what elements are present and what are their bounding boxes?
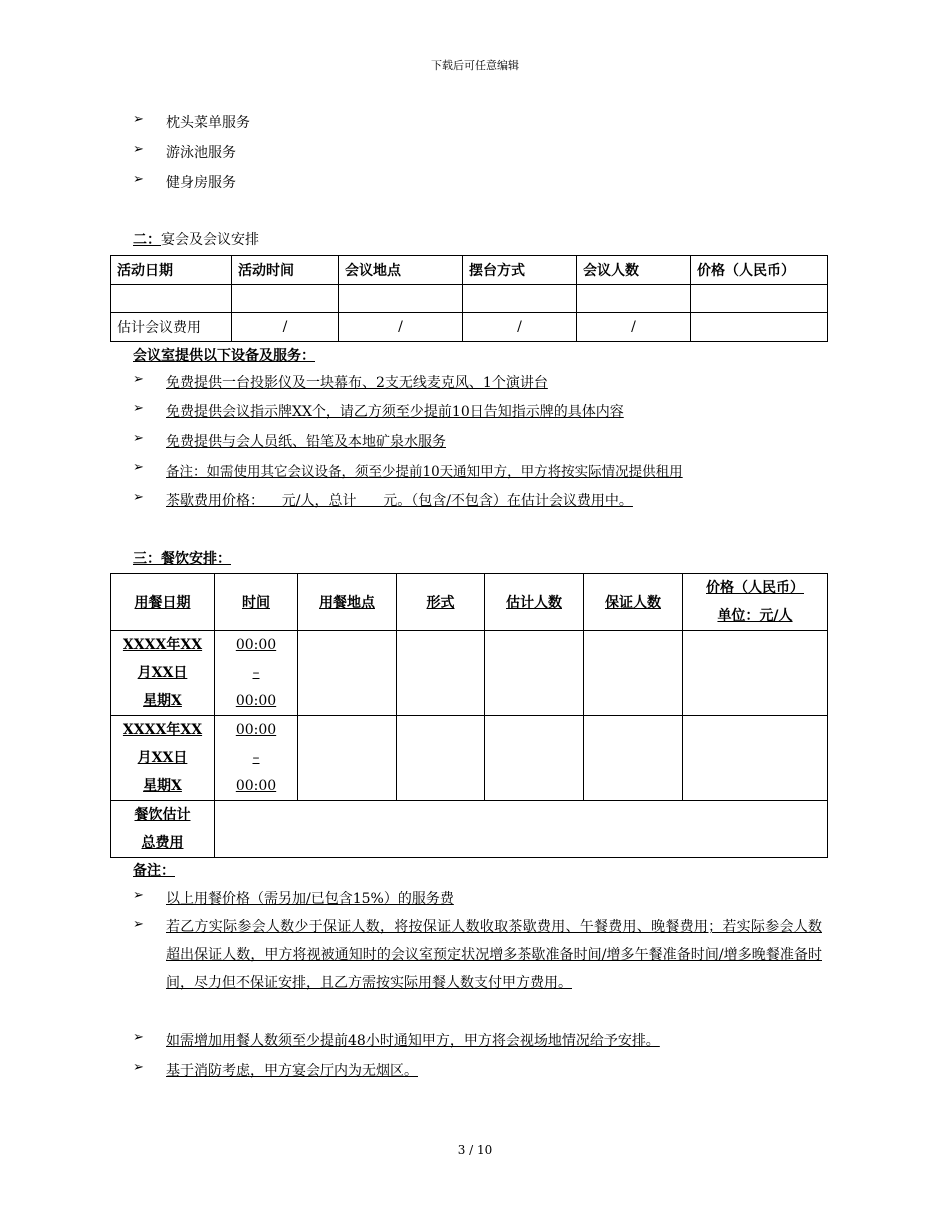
section-number: 二： bbox=[133, 232, 161, 248]
table-cell: / bbox=[232, 313, 339, 342]
price-header bbox=[683, 574, 828, 631]
table-cell bbox=[397, 631, 485, 716]
bullet-icon: ➢ bbox=[133, 1060, 144, 1075]
table-header: 用餐地点 bbox=[298, 574, 397, 631]
table-cell bbox=[683, 631, 828, 716]
table-cell: / bbox=[577, 313, 691, 342]
table-cell: / bbox=[339, 313, 463, 342]
row-label: 估计会议费用 bbox=[111, 313, 232, 342]
bullet-icon: ➢ bbox=[133, 460, 144, 475]
table-cell bbox=[584, 716, 683, 801]
date-line: 月XX日 bbox=[137, 665, 188, 681]
date-cell bbox=[111, 716, 215, 801]
table-header: 形式 bbox=[397, 574, 485, 631]
table-header: 保证人数 bbox=[584, 574, 683, 631]
total-label-cell bbox=[111, 801, 215, 858]
table-header: 价格（人民币） bbox=[691, 256, 828, 285]
list-item: 茶歇费用价格： 元/人，总计 元。（包含/不包含）在估计会议费用中。 bbox=[166, 493, 633, 509]
list-item: 基于消防考虑，甲方宴会厅内为无烟区。 bbox=[166, 1063, 418, 1079]
date-line: 星期X bbox=[143, 693, 182, 709]
bullet-icon: ➢ bbox=[133, 1030, 144, 1045]
list-item: 免费提供一台投影仪及一块幕布、2支无线麦克风、1个演讲台 bbox=[166, 375, 548, 391]
table-header: 摆台方式 bbox=[463, 256, 577, 285]
page-header: 下载后可任意编辑 bbox=[431, 59, 519, 72]
bullet-icon: ➢ bbox=[133, 142, 144, 157]
table-cell bbox=[584, 631, 683, 716]
meeting-table bbox=[110, 255, 828, 342]
table-header: 活动时间 bbox=[232, 256, 339, 285]
table-cell: / bbox=[463, 313, 577, 342]
bullet-icon: ➢ bbox=[133, 372, 144, 387]
notes-title: 备注： bbox=[133, 863, 175, 879]
list-item: 游泳池服务 bbox=[166, 145, 236, 161]
list-item: 如需增加用餐人数须至少提前48小时通知甲方，甲方将会视场地情况给予安排。 bbox=[166, 1033, 660, 1049]
price-header-line: 单位：元/人 bbox=[717, 608, 793, 624]
list-item-paragraph: 若乙方实际参会人数少于保证人数，将按保证人数收取茶歇费用、午餐费用、晚餐费用；若实际参会人数超出保证人数，甲方将视被通知时的会议室预定状况增多茶歇准备时间/增多午餐准备时间/增多晚餐准备时间，尽力但不保证安排，且乙方需按实际用餐人数支付甲方费用。 bbox=[166, 919, 822, 991]
table-header: 会议人数 bbox=[577, 256, 691, 285]
date-line: XXXX年XX bbox=[122, 637, 203, 653]
time-line: – bbox=[252, 750, 260, 766]
section-heading-2 bbox=[133, 229, 259, 249]
bullet-icon: ➢ bbox=[133, 888, 144, 903]
bullet-icon: ➢ bbox=[133, 401, 144, 416]
time-cell bbox=[215, 716, 298, 801]
time-line: 00:00 bbox=[235, 722, 277, 738]
table-cell bbox=[339, 285, 463, 313]
bullet-icon: ➢ bbox=[133, 172, 144, 187]
table-cell bbox=[298, 716, 397, 801]
bullet-icon: ➢ bbox=[133, 431, 144, 446]
time-line: 00:00 bbox=[235, 693, 277, 709]
table-cell bbox=[485, 716, 584, 801]
table-cell bbox=[298, 631, 397, 716]
table-header: 用餐日期 bbox=[111, 574, 215, 631]
list-item: 以上用餐价格（需另加/已包含15%）的服务费 bbox=[166, 891, 454, 907]
table-cell bbox=[577, 285, 691, 313]
table-header: 估计人数 bbox=[485, 574, 584, 631]
section-title: 宴会及会议安排 bbox=[161, 232, 259, 248]
table-cell bbox=[485, 631, 584, 716]
equipment-title: 会议室提供以下设备及服务： bbox=[133, 348, 315, 364]
table-cell bbox=[691, 313, 828, 342]
bullet-icon: ➢ bbox=[133, 917, 144, 932]
table-cell bbox=[683, 716, 828, 801]
bullet-icon: ➢ bbox=[133, 112, 144, 127]
table-cell bbox=[111, 285, 232, 313]
table-header: 时间 bbox=[215, 574, 298, 631]
time-line: 00:00 bbox=[235, 637, 277, 653]
price-header-line: 价格（人民币） bbox=[706, 580, 804, 596]
time-line: – bbox=[252, 665, 260, 681]
list-item: 免费提供与会人员纸、铅笔及本地矿泉水服务 bbox=[166, 434, 446, 450]
total-label-line: 餐饮估计 bbox=[134, 807, 191, 823]
table-cell bbox=[397, 716, 485, 801]
list-item: 免费提供会议指示牌XX个，请乙方须至少提前10日告知指示牌的具体内容 bbox=[166, 404, 624, 420]
dining-table bbox=[110, 573, 828, 858]
date-cell bbox=[111, 631, 215, 716]
list-item: 备注：如需使用其它会议设备，须至少提前10天通知甲方，甲方将按实际情况提供租用 bbox=[166, 464, 683, 480]
table-header: 活动日期 bbox=[111, 256, 232, 285]
section-heading-3: 三：餐饮安排： bbox=[133, 551, 231, 567]
table-cell bbox=[232, 285, 339, 313]
list-item: 健身房服务 bbox=[166, 175, 236, 191]
bullet-icon: ➢ bbox=[133, 490, 144, 505]
total-value-cell bbox=[215, 801, 828, 858]
time-cell bbox=[215, 631, 298, 716]
date-line: 星期X bbox=[143, 778, 182, 794]
date-line: XXXX年XX bbox=[122, 722, 203, 738]
list-item: 枕头菜单服务 bbox=[166, 115, 250, 131]
page-number: 3 / 10 bbox=[457, 1143, 493, 1157]
table-cell bbox=[463, 285, 577, 313]
table-header: 会议地点 bbox=[339, 256, 463, 285]
date-line: 月XX日 bbox=[137, 750, 188, 766]
time-line: 00:00 bbox=[235, 778, 277, 794]
table-cell bbox=[691, 285, 828, 313]
total-label-line: 总费用 bbox=[141, 835, 184, 851]
